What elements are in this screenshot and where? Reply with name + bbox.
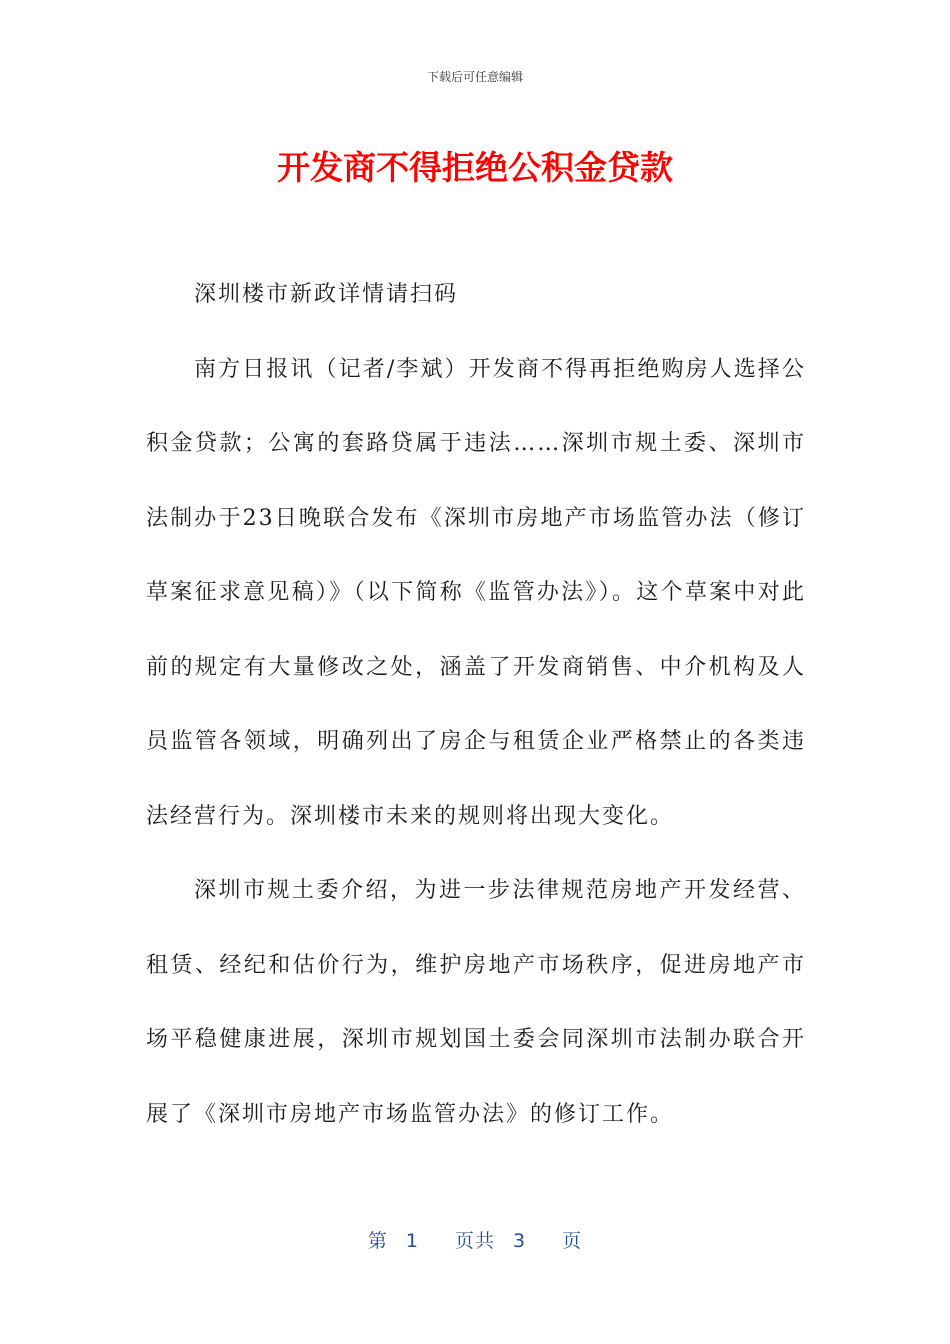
document-title: 开发商不得拒绝公积金贷款 xyxy=(277,148,673,187)
paragraph-news-intro: 南方日报讯（记者/李斌）开发商不得再拒绝购房人选择公积金贷款；公寓的套路贷属于违法……深圳市规土委、深圳市法制办于23日晚联合发布《深圳市房地产市场监管办法（修订草案征求意见稿）》（以下简称《监管办法》）。这个草案中对此前的规定有大量修改之处，涵盖了开发商销售、中介机构及人员监管各领域，明确列出了房企与租赁企业严格禁止的各类违法经营行为。深圳楼市未来的规则将出现大变化。 xyxy=(146,356,806,829)
document-body xyxy=(146,258,806,1152)
footer-suffix: 页 xyxy=(562,1230,583,1252)
footer-total-pages: 3 xyxy=(513,1230,527,1252)
header-note: 下载后可任意编辑 xyxy=(426,70,523,84)
page-footer xyxy=(0,1226,950,1253)
paragraph-revision-background: 深圳市规土委介绍，为进一步法律规范房地产开发经营、租赁、经纪和估价行为，维护房地产市场秩序，促进房地产市场平稳健康进展，深圳市规划国土委会同深圳市法制办联合开展了《深圳市房地产市场监管办法》的修订工作。 xyxy=(146,878,806,1127)
paragraph-qr-notice: 深圳楼市新政详情请扫码 xyxy=(194,282,459,307)
footer-middle: 页共 xyxy=(454,1230,495,1252)
footer-current-page: 1 xyxy=(405,1230,419,1252)
footer-prefix: 第 xyxy=(367,1230,388,1252)
